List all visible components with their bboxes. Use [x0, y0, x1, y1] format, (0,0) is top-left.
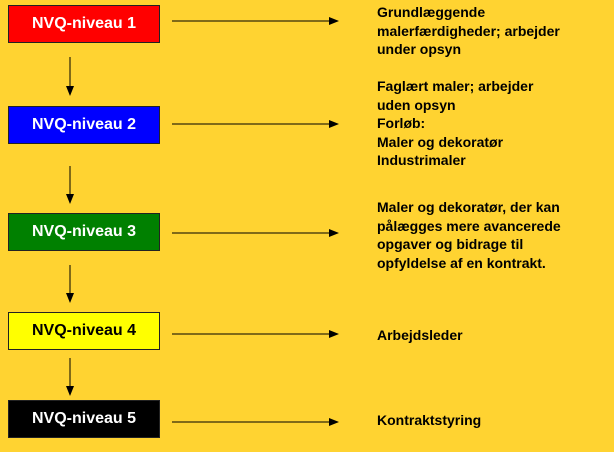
level-label-1: NVQ-niveau 1: [31, 15, 137, 32]
level-label-4: NVQ-niveau 4: [31, 322, 137, 339]
level-box-3: [8, 213, 160, 251]
level-label-2: NVQ-niveau 2: [31, 116, 137, 133]
level-label-3: NVQ-niveau 3: [31, 223, 137, 240]
level-description-4: Arbejdsleder: [377, 327, 463, 343]
level-box-4: [8, 312, 160, 350]
level-description-5: Kontraktstyring: [377, 412, 482, 428]
level-description-3: Maler og dekoratør, der kan pålægges mere avancerede opgaver og bidrage til opfyldelse af en kontrakt.: [377, 199, 561, 271]
level-label-5: NVQ-niveau 5: [31, 410, 137, 427]
level-box-2: [8, 106, 160, 144]
level-box-1: [8, 5, 160, 43]
level-description-2: Faglært maler; arbejder uden opsyn Forløb: Maler og dekoratør Industrimaler: [377, 78, 534, 168]
level-description-1: Grundlæggende malerfærdigheder; arbejder under opsyn: [377, 4, 560, 57]
level-box-5: [8, 400, 160, 438]
